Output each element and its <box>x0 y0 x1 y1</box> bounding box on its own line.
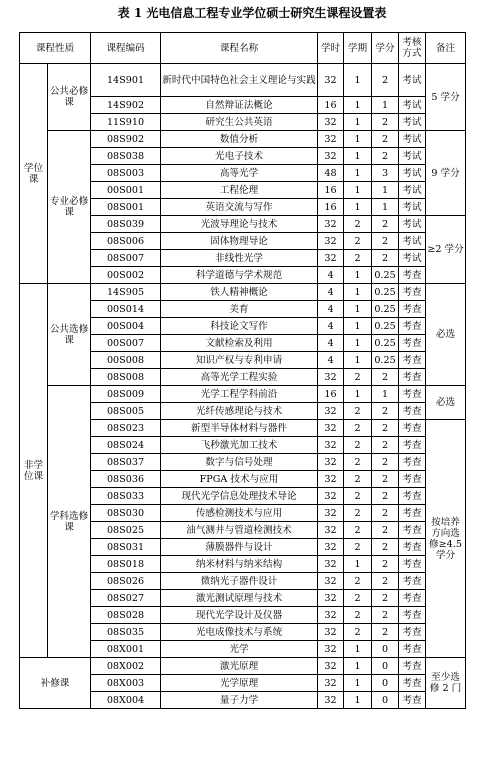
course-exam: 考查 <box>399 641 426 658</box>
table-row <box>20 658 466 675</box>
course-exam: 考查 <box>399 284 426 301</box>
course-hours: 32 <box>318 590 344 607</box>
course-name: 新型半导体材料与器件 <box>161 420 318 437</box>
course-hours: 32 <box>318 505 344 522</box>
course-exam: 考查 <box>399 420 426 437</box>
course-hours: 4 <box>318 284 344 301</box>
course-hours: 32 <box>318 233 344 250</box>
course-code: 08S009 <box>91 386 161 403</box>
course-name: 激光测试原理与技术 <box>161 590 318 607</box>
course-code: 08S003 <box>91 165 161 182</box>
course-term: 2 <box>344 505 372 522</box>
course-term: 1 <box>344 131 372 148</box>
header-code: 课程编码 <box>91 33 161 64</box>
course-name: 传感检测技术与应用 <box>161 505 318 522</box>
course-code: 08S006 <box>91 233 161 250</box>
course-term: 1 <box>344 335 372 352</box>
course-exam: 考查 <box>399 267 426 284</box>
course-credit: 0.25 <box>372 318 399 335</box>
course-exam: 考查 <box>399 471 426 488</box>
course-term: 2 <box>344 624 372 641</box>
course-code: 00S001 <box>91 182 161 199</box>
course-code: 08S026 <box>91 573 161 590</box>
course-exam: 考试 <box>399 182 426 199</box>
subgroup-major-required: 专业必修课 <box>48 131 91 284</box>
course-name: 现代光学设计及仪器 <box>161 607 318 624</box>
course-term: 1 <box>344 114 372 131</box>
course-exam: 考查 <box>399 607 426 624</box>
course-term: 1 <box>344 199 372 216</box>
course-name: 文献检索及利用 <box>161 335 318 352</box>
course-exam: 考试 <box>399 233 426 250</box>
course-code: 08S023 <box>91 420 161 437</box>
course-hours: 32 <box>318 471 344 488</box>
course-name: 激光原理 <box>161 658 318 675</box>
subgroup-public-required: 公共必修课 <box>48 64 91 131</box>
course-exam: 考查 <box>399 301 426 318</box>
course-hours: 4 <box>318 352 344 369</box>
course-exam: 考查 <box>399 335 426 352</box>
course-credit: 2 <box>372 369 399 386</box>
course-name: 纳米材料与纳米结构 <box>161 556 318 573</box>
course-term: 2 <box>344 471 372 488</box>
course-code: 14S905 <box>91 284 161 301</box>
course-credit: 2 <box>372 114 399 131</box>
course-name: 光学 <box>161 641 318 658</box>
group-non-degree: 非学位课 <box>20 284 48 658</box>
course-term: 2 <box>344 233 372 250</box>
course-term: 1 <box>344 301 372 318</box>
header-name: 课程名称 <box>161 33 318 64</box>
course-hours: 32 <box>318 403 344 420</box>
course-credit: 2 <box>372 131 399 148</box>
course-hours: 32 <box>318 114 344 131</box>
course-hours: 16 <box>318 97 344 114</box>
course-exam: 考查 <box>399 369 426 386</box>
header-hours: 学时 <box>318 33 344 64</box>
course-name: 美育 <box>161 301 318 318</box>
course-term: 1 <box>344 692 372 709</box>
remark-cell: 5 学分 <box>426 64 466 131</box>
course-name: 研究生公共英语 <box>161 114 318 131</box>
course-credit: 1 <box>372 199 399 216</box>
course-name: 工程伦理 <box>161 182 318 199</box>
header-remark: 备注 <box>426 33 466 64</box>
course-code: 08X002 <box>91 658 161 675</box>
course-term: 1 <box>344 318 372 335</box>
header-exam: 考核方式 <box>399 33 426 64</box>
course-exam: 考试 <box>399 148 426 165</box>
course-credit: 2 <box>372 250 399 267</box>
course-hours: 32 <box>318 216 344 233</box>
course-term: 2 <box>344 420 372 437</box>
course-exam: 考试 <box>399 64 426 97</box>
table-title: 表 1 光电信息工程专业学位硕士研究生课程设置表 <box>117 6 387 20</box>
course-code: 14S902 <box>91 97 161 114</box>
course-name: 知识产权与专利申请 <box>161 352 318 369</box>
course-hours: 32 <box>318 624 344 641</box>
course-hours: 32 <box>318 539 344 556</box>
course-term: 2 <box>344 216 372 233</box>
subgroup-public-elective: 公共选修课 <box>48 284 91 386</box>
course-code: 08X004 <box>91 692 161 709</box>
course-code: 11S910 <box>91 114 161 131</box>
course-credit: 1 <box>372 97 399 114</box>
course-code: 08S036 <box>91 471 161 488</box>
course-name: 光电成像技术与系统 <box>161 624 318 641</box>
course-credit: 0 <box>372 692 399 709</box>
course-term: 2 <box>344 250 372 267</box>
course-hours: 16 <box>318 199 344 216</box>
course-code: 08S031 <box>91 539 161 556</box>
course-exam: 考查 <box>399 590 426 607</box>
course-exam: 考试 <box>399 97 426 114</box>
course-hours: 4 <box>318 335 344 352</box>
course-name: 自然辩证法概论 <box>161 97 318 114</box>
table-row <box>20 131 466 148</box>
course-hours: 32 <box>318 148 344 165</box>
course-exam: 考试 <box>399 250 426 267</box>
course-credit: 2 <box>372 590 399 607</box>
course-term: 2 <box>344 607 372 624</box>
course-hours: 48 <box>318 165 344 182</box>
course-hours: 32 <box>318 522 344 539</box>
course-credit: 2 <box>372 488 399 505</box>
remark-cell: 必选 <box>426 284 466 386</box>
course-exam: 考查 <box>399 386 426 403</box>
header-nature: 课程性质 <box>20 33 91 64</box>
course-credit: 2 <box>372 437 399 454</box>
course-name: 铁人精神概论 <box>161 284 318 301</box>
course-name: 光学工程学科前沿 <box>161 386 318 403</box>
course-code: 08S028 <box>91 607 161 624</box>
course-credit: 0.25 <box>372 335 399 352</box>
course-hours: 32 <box>318 573 344 590</box>
course-name: 光学原理 <box>161 675 318 692</box>
course-term: 1 <box>344 675 372 692</box>
remark-cell: ≥2 学分 <box>426 216 466 284</box>
course-code: 08S030 <box>91 505 161 522</box>
course-code: 08S005 <box>91 403 161 420</box>
course-code: 08S001 <box>91 199 161 216</box>
course-credit: 2 <box>372 148 399 165</box>
course-term: 1 <box>344 386 372 403</box>
course-hours: 4 <box>318 267 344 284</box>
course-exam: 考查 <box>399 522 426 539</box>
course-name: 飞秒激光加工技术 <box>161 437 318 454</box>
remark-cell: 9 学分 <box>426 131 466 216</box>
course-credit: 2 <box>372 556 399 573</box>
course-exam: 考查 <box>399 488 426 505</box>
course-credit: 0 <box>372 641 399 658</box>
course-name: 光电子技术 <box>161 148 318 165</box>
header-row <box>20 33 466 64</box>
course-exam: 考查 <box>399 658 426 675</box>
course-name: 量子力学 <box>161 692 318 709</box>
header-credit: 学分 <box>372 33 399 64</box>
course-name: 科学道德与学术规范 <box>161 267 318 284</box>
course-exam: 考查 <box>399 352 426 369</box>
course-name: 数字与信号处理 <box>161 454 318 471</box>
course-term: 1 <box>344 64 372 97</box>
course-name: 油气测井与管道检测技术 <box>161 522 318 539</box>
course-code: 00S007 <box>91 335 161 352</box>
course-code: 08S025 <box>91 522 161 539</box>
course-credit: 0 <box>372 675 399 692</box>
course-code: 08S039 <box>91 216 161 233</box>
course-term: 1 <box>344 267 372 284</box>
remark-cell: 按培养方向选修≥4.5 学分 <box>426 420 466 658</box>
course-credit: 2 <box>372 454 399 471</box>
course-term: 1 <box>344 641 372 658</box>
course-exam: 考试 <box>399 131 426 148</box>
course-term: 2 <box>344 437 372 454</box>
course-term: 2 <box>344 369 372 386</box>
course-credit: 2 <box>372 607 399 624</box>
course-name: 光纤传感理论与技术 <box>161 403 318 420</box>
course-credit: 0.25 <box>372 284 399 301</box>
course-code: 14S901 <box>91 64 161 97</box>
course-credit: 0 <box>372 658 399 675</box>
course-exam: 考查 <box>399 556 426 573</box>
remark-cell: 必选 <box>426 386 466 420</box>
course-hours: 32 <box>318 420 344 437</box>
course-credit: 2 <box>372 505 399 522</box>
course-code: 00S004 <box>91 318 161 335</box>
course-term: 2 <box>344 573 372 590</box>
course-hours: 32 <box>318 488 344 505</box>
course-code: 08S902 <box>91 131 161 148</box>
course-term: 2 <box>344 403 372 420</box>
course-exam: 考查 <box>399 539 426 556</box>
course-term: 1 <box>344 556 372 573</box>
course-hours: 4 <box>318 318 344 335</box>
table-row <box>20 284 466 301</box>
course-hours: 32 <box>318 369 344 386</box>
header-term: 学期 <box>344 33 372 64</box>
course-exam: 考查 <box>399 318 426 335</box>
course-code: 08S035 <box>91 624 161 641</box>
course-code: 00S002 <box>91 267 161 284</box>
course-hours: 32 <box>318 437 344 454</box>
course-name: 高等光学工程实验 <box>161 369 318 386</box>
course-credit: 3 <box>372 165 399 182</box>
course-exam: 考查 <box>399 437 426 454</box>
course-credit: 2 <box>372 471 399 488</box>
course-term: 2 <box>344 488 372 505</box>
course-credit: 2 <box>372 233 399 250</box>
course-hours: 32 <box>318 454 344 471</box>
course-term: 1 <box>344 165 372 182</box>
course-name: 高等光学 <box>161 165 318 182</box>
course-term: 1 <box>344 284 372 301</box>
course-code: 08S018 <box>91 556 161 573</box>
course-code: 08X003 <box>91 675 161 692</box>
course-code: 08S038 <box>91 148 161 165</box>
course-name: 科技论文写作 <box>161 318 318 335</box>
course-credit: 2 <box>372 216 399 233</box>
course-term: 2 <box>344 454 372 471</box>
course-term: 1 <box>344 97 372 114</box>
course-exam: 考查 <box>399 624 426 641</box>
course-exam: 考试 <box>399 114 426 131</box>
course-hours: 32 <box>318 556 344 573</box>
course-term: 2 <box>344 590 372 607</box>
course-code: 08S033 <box>91 488 161 505</box>
course-credit: 0.25 <box>372 267 399 284</box>
course-term: 1 <box>344 658 372 675</box>
course-code: 00S014 <box>91 301 161 318</box>
course-hours: 32 <box>318 607 344 624</box>
course-name: 数值分析 <box>161 131 318 148</box>
course-exam: 考查 <box>399 454 426 471</box>
course-hours: 16 <box>318 182 344 199</box>
course-code: 08S008 <box>91 369 161 386</box>
course-exam: 考试 <box>399 165 426 182</box>
course-hours: 32 <box>318 641 344 658</box>
course-exam: 考查 <box>399 505 426 522</box>
course-credit: 2 <box>372 64 399 97</box>
course-hours: 16 <box>318 386 344 403</box>
course-code: 08S037 <box>91 454 161 471</box>
course-term: 2 <box>344 522 372 539</box>
course-exam: 考查 <box>399 573 426 590</box>
course-exam: 考试 <box>399 216 426 233</box>
group-degree: 学位课 <box>20 64 48 284</box>
course-credit: 2 <box>372 522 399 539</box>
course-credit: 1 <box>372 386 399 403</box>
course-credit: 0.25 <box>372 352 399 369</box>
course-exam: 考查 <box>399 692 426 709</box>
course-code: 00S008 <box>91 352 161 369</box>
course-exam: 考试 <box>399 199 426 216</box>
course-name: 英语交流与写作 <box>161 199 318 216</box>
group-remedial: 补修课 <box>20 658 91 709</box>
course-hours: 32 <box>318 658 344 675</box>
course-hours: 32 <box>318 250 344 267</box>
course-hours: 32 <box>318 675 344 692</box>
course-term: 1 <box>344 182 372 199</box>
course-credit: 2 <box>372 573 399 590</box>
course-hours: 32 <box>318 64 344 97</box>
course-code: 08S027 <box>91 590 161 607</box>
table-row <box>20 386 466 403</box>
course-term: 2 <box>344 539 372 556</box>
course-credit: 1 <box>372 182 399 199</box>
course-hours: 4 <box>318 301 344 318</box>
course-credit: 2 <box>372 539 399 556</box>
course-exam: 考查 <box>399 675 426 692</box>
course-credit: 2 <box>372 624 399 641</box>
course-name: 非线性光学 <box>161 250 318 267</box>
course-name: 固体物理导论 <box>161 233 318 250</box>
course-code: 08S007 <box>91 250 161 267</box>
subgroup-subject-elective: 学科选修课 <box>48 386 91 658</box>
course-credit: 0.25 <box>372 301 399 318</box>
course-name: 现代光学信息处理技术导论 <box>161 488 318 505</box>
course-code: 08S024 <box>91 437 161 454</box>
course-name: 光波导理论与技术 <box>161 216 318 233</box>
course-exam: 考查 <box>399 403 426 420</box>
course-term: 1 <box>344 148 372 165</box>
course-name: 新时代中国特色社会主义理论与实践 <box>161 64 318 97</box>
course-credit: 2 <box>372 420 399 437</box>
remark-cell: 至少选修 2 门 <box>426 658 466 709</box>
course-hours: 32 <box>318 692 344 709</box>
course-table <box>19 32 466 709</box>
course-name: 微纳光子器件设计 <box>161 573 318 590</box>
table-row <box>20 64 466 97</box>
course-term: 1 <box>344 352 372 369</box>
course-name: FPGA 技术与应用 <box>161 471 318 488</box>
course-code: 08X001 <box>91 641 161 658</box>
course-credit: 2 <box>372 403 399 420</box>
course-name: 薄膜器件与设计 <box>161 539 318 556</box>
course-hours: 32 <box>318 131 344 148</box>
